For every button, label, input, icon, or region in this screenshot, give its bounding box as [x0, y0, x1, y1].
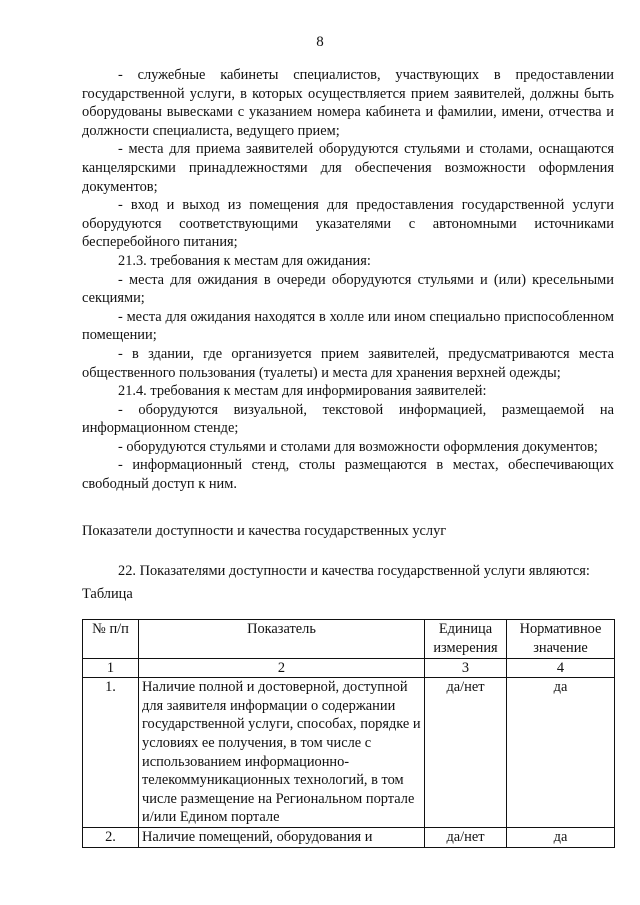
row-number: 1. [83, 678, 139, 828]
paragraph: - в здании, где организуется прием заявителей, предусматриваются места общественного пользования (туалеты) и места для хранения верхней одежды; [82, 345, 614, 381]
header-cell-value: Нормативное значение [507, 620, 615, 658]
table-numbering-row [83, 658, 615, 678]
paragraph: - места для приема заявителей оборудуются стульями и столами, оснащаются канцелярскими принадлежностями для обеспечения возможности оформления документов; [82, 141, 614, 195]
paragraph: - вход и выход из помещения для предоставления государственной услуги оборудуются соответствующими указателями с автономными источниками бесперебойного питания; [82, 197, 614, 251]
paragraph: - места для ожидания находятся в холле или ином специально приспособленном помещении; [82, 308, 614, 344]
row-value: да [507, 678, 615, 828]
row-unit: да/нет [425, 827, 507, 847]
page-number: 8 [316, 34, 324, 50]
header-cell-indicator: Показатель [139, 620, 425, 658]
row-value: да [507, 827, 615, 847]
numbering-cell: 4 [507, 658, 615, 678]
paragraph: - места для ожидания в очереди оборудуются стульями и (или) кресельными секциями; [82, 271, 614, 307]
table-row [83, 678, 615, 828]
row-number: 2. [83, 827, 139, 847]
intro-paragraph: 22. Показателями доступности и качества государственной услуги являются: [118, 563, 590, 580]
header-cell-unit: Единица измерения [425, 620, 507, 658]
paragraph: - информационный стенд, столы размещаются в местах, обеспечивающих свободный доступ к ним. [82, 457, 614, 493]
row-unit: да/нет [425, 678, 507, 828]
numbering-cell: 1 [83, 658, 139, 678]
indicators-table [82, 619, 615, 847]
row-indicator: Наличие помещений, оборудования и [139, 827, 425, 847]
table-row [83, 827, 615, 847]
numbering-cell: 2 [139, 658, 425, 678]
section-heading: Показатели доступности и качества государственных услуг [82, 522, 447, 539]
paragraph: - служебные кабинеты специалистов, участвующих в предоставлении государственной услуги, в которых осуществляется прием заявителей, должны быть оборудованы вывесками с указанием номера кабинета и фамилии, имени, отчества и должности специалиста, ведущего прием; [82, 67, 614, 139]
table-header-row [83, 620, 615, 658]
header-cell-number: № п/п [83, 620, 139, 658]
numbering-cell: 3 [425, 658, 507, 678]
paragraph: 21.3. требования к местам для ожидания: [118, 252, 371, 269]
table-label: Таблица [82, 585, 133, 602]
paragraph: - оборудуются визуальной, текстовой информацией, размещаемой на информационном стенде; [82, 401, 614, 437]
paragraph: 21.4. требования к местам для информирования заявителей: [118, 383, 487, 400]
row-indicator: Наличие полной и достоверной, доступной для заявителя информации о содержании государственной услуги, способах, порядке и условиях ее получения, в том числе с использованием информационно-телекоммуникационных технологий, в том числе размещение на Региональном портале и/или Едином портале [139, 678, 425, 828]
paragraph: - оборудуются стульями и столами для возможности оформления документов; [118, 438, 598, 455]
document-body [82, 66, 614, 848]
